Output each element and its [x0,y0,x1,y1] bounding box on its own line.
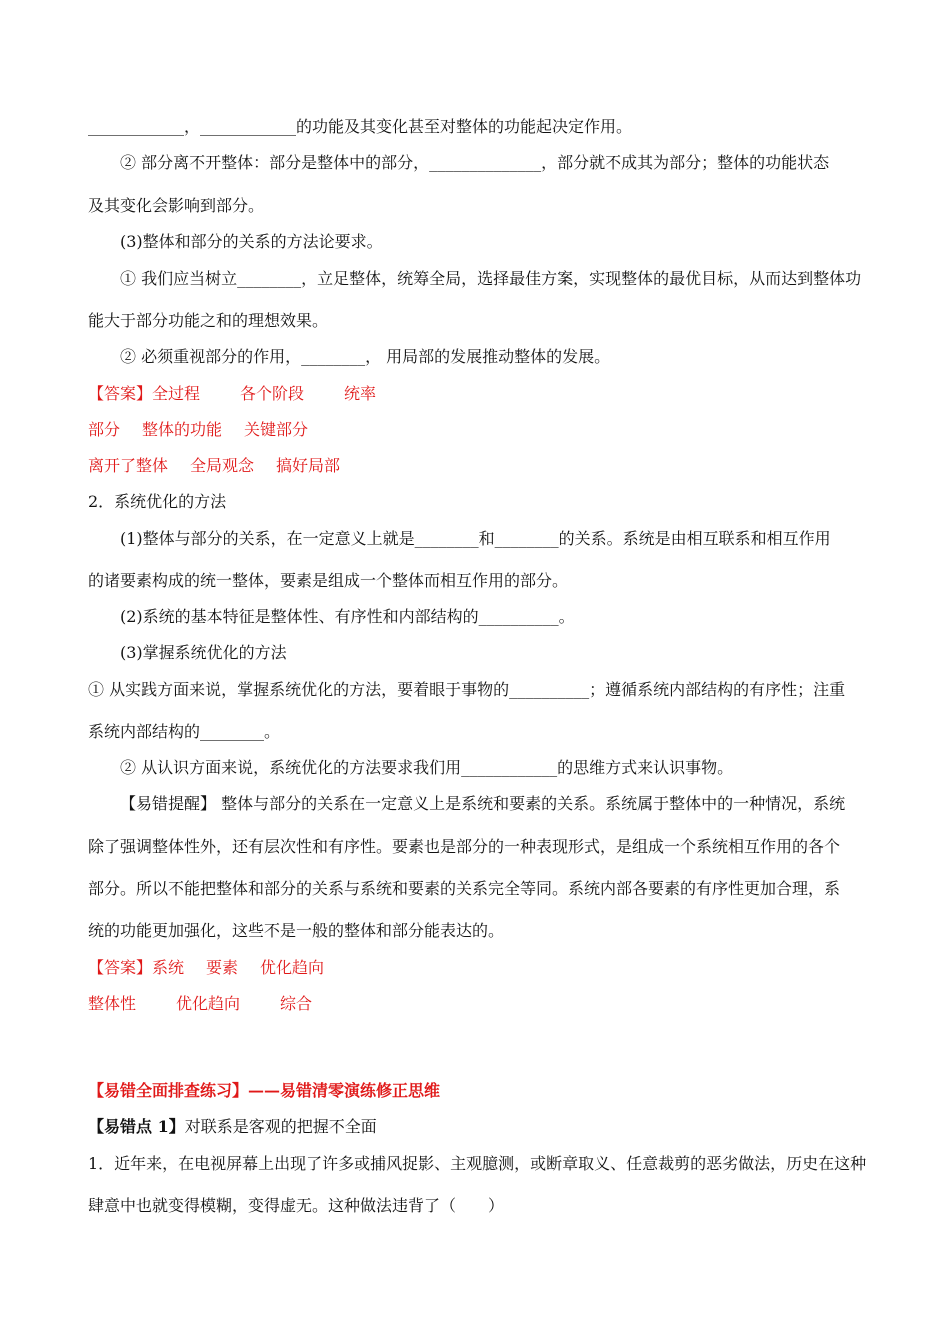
question-1-line-2: 肆意中也就变得模糊，变得虚无。这种做法违背了（ ） [88,1196,505,1215]
question-1-line-1: 1．近年来，在电视屏幕上出现了许多或捕风捉影、主观臆测，或断章取义、任意裁剪的恶劣做法，历史在这种 [88,1154,867,1173]
answer-2-row-1: 【答案】系统 要素 优化趋向 [88,958,325,977]
answer-1-row-1: 【答案】全过程 各个阶段 统率 [88,384,377,403]
method-1-line-2: 系统内部结构的________。 [88,722,281,741]
requirement-1-line-1: ① 我们应当树立________，立足整体，统筹全局，选择最佳方案，实现整体的最优目标，从而达到整体功 [120,269,862,288]
system-p2: (2)系统的基本特征是整体性、有序性和内部结构的__________。 [120,607,575,626]
method-2: ② 从认识方面来说，系统优化的方法要求我们用____________的思维方式来认识事物。 [120,758,734,777]
error-point [88,1116,868,1138]
system-p1-line-1: (1)整体与部分的关系，在一定意义上就是________和________的关系。系统是由相互联系和相互作用 [120,529,831,548]
practice-heading: 【易错全面排查练习】——易错清零演练修正思维 [88,1081,441,1100]
error-point-label: 【易错点 1】 [88,1117,185,1136]
requirement-1-line-2: 能大于部分功能之和的理想效果。 [88,311,329,330]
answer-label: 【答案】 [88,384,153,403]
answer-1-row-2: 部分 整体的功能 关键部分 [88,420,309,439]
system-p3: (3)掌握系统优化的方法 [120,643,287,662]
answer-label: 【答案】 [88,958,153,977]
point-2-line-1: ② 部分离不开整体：部分是整体中的部分，______________，部分就不成其为部分；整体的功能状态 [120,153,830,172]
system-p1-line-2: 的诸要素构成的统一整体，要素是组成一个整体而相互作用的部分。 [88,571,569,590]
tip-line-2: 除了强调整体性外，还有层次性和有序性。要素也是部分的一种表现形式，是组成一个系统相互作用的各个 [88,837,841,856]
tip-line-4: 统的功能更加强化，这些不是一般的整体和部分能表达的。 [88,921,505,940]
section-heading: 2．系统优化的方法 [88,492,227,511]
tip-line-1: 【易错提醒】 整体与部分的关系在一定意义上是系统和要素的关系。系统属于整体中的一种情况，系统 [120,794,846,813]
methodology-heading: (3)整体和部分的关系的方法论要求。 [120,232,383,251]
answer-1-row-3: 离开了整体 全局观念 搞好局部 [88,456,341,475]
tip-line-3: 部分。所以不能把整体和部分的关系与系统和要素的关系完全等同。系统内部各要素的有序性更加合理，系 [88,879,841,898]
method-1-line-1: ① 从实践方面来说，掌握系统优化的方法，要着眼于事物的__________；遵循系统内部结构的有序性；注重 [88,680,846,699]
answer-2-row-2: 整体性 优化趋向 综合 [88,994,313,1013]
point-2-line-2: 及其变化会影响到部分。 [88,196,265,215]
blank-line: ____________，____________的功能及其变化甚至对整体的功能起决定作用。 [88,117,633,136]
requirement-2: ② 必须重视部分的作用，________， 用局部的发展推动整体的发展。 [120,347,611,366]
error-point-text: 对联系是客观的把握不全面 [184,1117,377,1136]
